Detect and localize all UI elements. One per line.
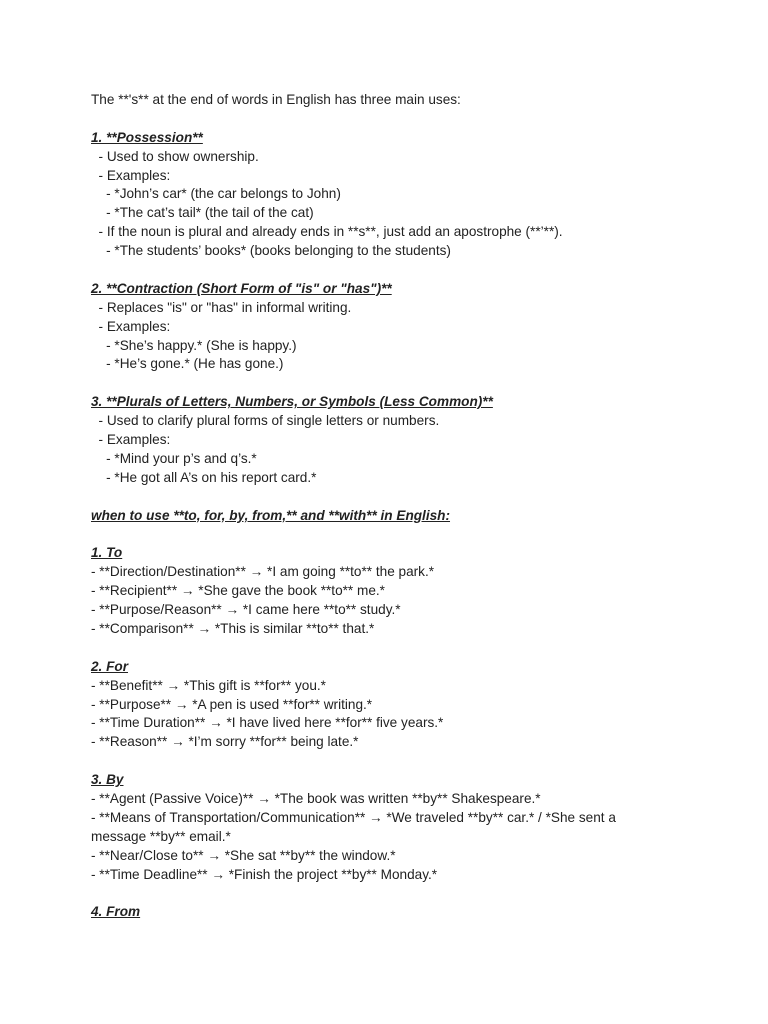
intro-line: The **'s** at the end of words in English has three main uses: (91, 92, 461, 107)
spacer (91, 488, 651, 507)
body-line-wrapped: - **Means of Transportation/Communication** → *We traveled **by** car.* / *She sent a message **by** email.* (91, 809, 616, 844)
body-line: - Used to clarify plural forms of single letters or numbers. (91, 413, 440, 429)
body-line: - *Mind your p’s and q’s.* (91, 450, 257, 466)
body-line: - **Agent (Passive Voice)** → *The book was written **by** Shakespeare.* (91, 790, 541, 806)
body-line: - **Purpose/Reason** → *I came here **to** study.* (91, 602, 401, 618)
spacer (91, 110, 651, 129)
spacer (91, 639, 651, 658)
body-line: - Examples: (91, 432, 171, 448)
body-line: - Replaces "is" or "has" in informal writing. (91, 299, 352, 315)
subsection-heading: 3. By (91, 772, 124, 788)
body-line: - *He’s gone.* (He has gone.) (91, 356, 284, 372)
spacer (91, 525, 651, 544)
document-body (91, 91, 651, 922)
section-heading: 1. **Possession** (91, 129, 203, 145)
spacer (91, 374, 651, 393)
body-line: - **Near/Close to** → *She sat **by** the window.* (91, 847, 396, 863)
body-line: - **Reason** → *I’m sorry **for** being late.* (91, 734, 359, 750)
body-line: - Used to show ownership. (91, 148, 259, 164)
body-line: - **Comparison** → *This is similar **to** that.* (91, 620, 375, 636)
body-line: - **Benefit** → *This gift is **for** you.* (91, 677, 326, 693)
body-line: - *John’s car* (the car belongs to John) (91, 186, 341, 202)
section-heading: 3. **Plurals of Letters, Numbers, or Symbols (Less Common)** (91, 394, 493, 410)
body-line: - Examples: (91, 318, 171, 334)
body-line: - *The cat’s tail* (the tail of the cat) (91, 205, 314, 221)
body-line: - **Time Duration** → *I have lived here **for** five years.* (91, 715, 444, 731)
part-heading: when to use **to, for, by, from,** and **with** in English: (91, 507, 451, 523)
body-line: - **Direction/Destination** → *I am going **to** the park.* (91, 564, 435, 580)
body-line: - *The students’ books* (books belonging to the students) (91, 243, 451, 259)
body-line: - *She’s happy.* (She is happy.) (91, 337, 297, 353)
body-line: - If the noun is plural and already ends in **s**, just add an apostrophe (**’**). (91, 224, 563, 240)
spacer (91, 752, 651, 771)
subsection-heading: 4. From (91, 904, 141, 920)
section-heading: 2. **Contraction (Short Form of "is" or "has")** (91, 280, 392, 296)
body-line: - *He got all A’s on his report card.* (91, 469, 317, 485)
spacer (91, 261, 651, 280)
subsection-heading: 2. For (91, 658, 129, 674)
spacer (91, 884, 651, 903)
body-line: - **Recipient** → *She gave the book **to** me.* (91, 583, 385, 599)
body-line: - **Time Deadline** → *Finish the project **by** Monday.* (91, 866, 438, 882)
body-line: - Examples: (91, 167, 171, 183)
subsection-heading: 1. To (91, 545, 123, 561)
body-line: - **Purpose** → *A pen is used **for** writing.* (91, 696, 373, 712)
